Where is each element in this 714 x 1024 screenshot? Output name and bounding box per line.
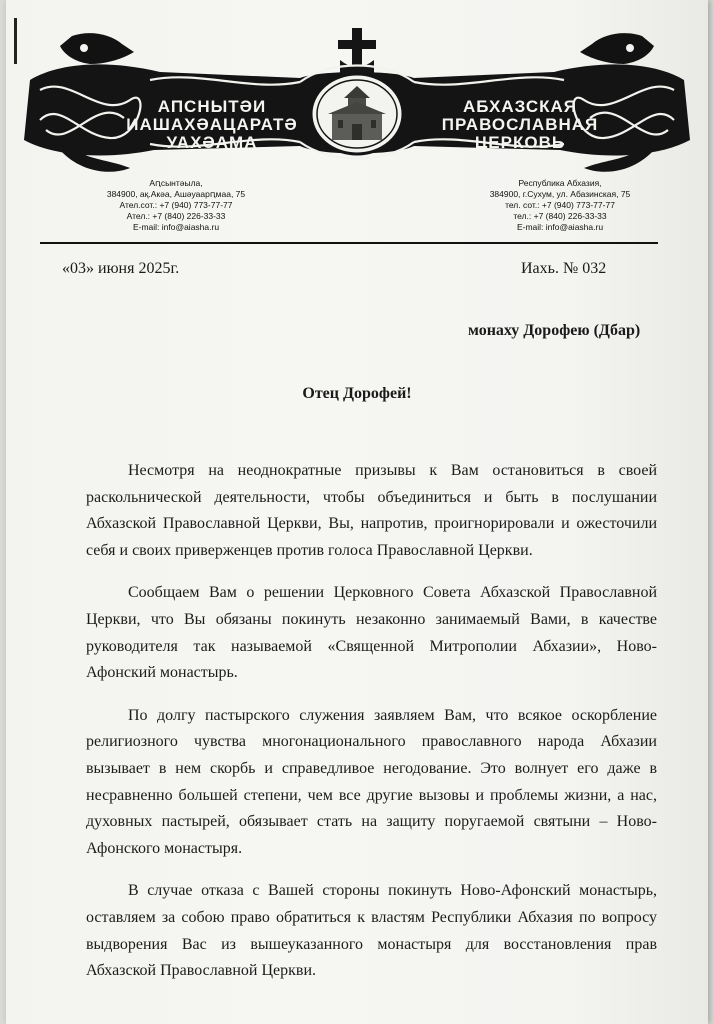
body-paragraph: В случае отказа с Вашей стороны покинуть Ново-Афонский монастырь, оставляем за собою право обратиться к властям Республики Абхазия по вопросу выдворения Вас из вышеуказанного монастыря для восстановления прав Абхазской Православной Церкви. <box>86 882 657 980</box>
cross-emblem <box>338 28 376 76</box>
body-paragraph: Сообщаем Вам о решении Церковного Совета Абхазской Православной Церкви, что Вы обязаны покинуть незаконно занимаемый Вами, в качестве руководителя так называемой «Священной Митрополии Абхазии», Ново-Афонский монастырь. <box>86 584 657 682</box>
russian-address-block: Республика Абхазия, 384900, г.Сухум, ул. Абазинская, 75 тел. сот.: +7 (940) 773-77-77 тел.: +7 (840) 226-33-33 E-mail: info@aiasha.ru <box>489 178 631 232</box>
right-bird-head <box>580 33 654 64</box>
letterhead <box>0 0 714 250</box>
left-bird-head <box>60 33 134 64</box>
abkhaz-church-title: АПСНЫТӘИ ИАШАХӘАЦАРАТӘ УАХӘАМА <box>126 97 298 152</box>
body-paragraph: По долгу пастырского служения заявляем Вам, что всякое оскорбление религиозного чувства многонационального православного народа Абхазии вызывает в нем скорбь и справедливое негодование. Это волнует его даже в несравненно большей степени, чем все другие вызовы и проблемы жизни, а нас, духовных пастырей, обязывает стать на защиту поругаемой святыни – Ново-Афонского монастыря. <box>86 706 657 857</box>
addressee: монаху Дорофею (Дбар) <box>468 322 641 339</box>
church-medallion <box>311 74 403 154</box>
letter-date: «03» июня 2025г. <box>62 260 180 277</box>
body-paragraph: Несмотря на неоднократные призывы к Вам остановиться в своей раскольнической деятельности, чтобы объединиться и быть в послушании Абхазской Православной Церкви, Вы, напротив, проигнорировали и ожесточили себя и своих приверженцев против голоса Православной Церкви. <box>86 462 657 559</box>
letterhead-divider <box>40 242 658 244</box>
russian-church-title: АБХАЗСКАЯ ПРАВОСЛАВНАЯ ЦЕРКОВЬ <box>441 97 599 152</box>
abkhaz-address-block: Аԥсынтәыла, 384900, ақ.Акәа, Ашәуаарԥмаа, 75 Ател.сот.: +7 (940) 773-77-77 Ател.: +7 (840) 226-33-33 E-mail: info@aiasha.ru <box>106 178 246 232</box>
left-bird-eye <box>80 44 88 52</box>
outgoing-number: Иахь. № 032 <box>521 260 607 277</box>
letter-body <box>86 458 657 1001</box>
salutation: Отец Дорофей! <box>302 385 412 402</box>
right-bird-eye <box>626 44 634 52</box>
